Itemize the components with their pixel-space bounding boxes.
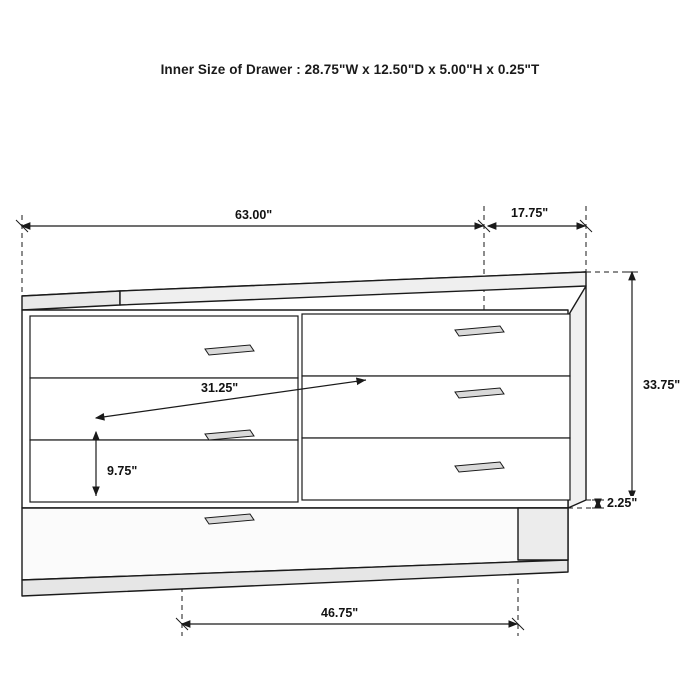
label-depth-side: 17.75" bbox=[508, 206, 551, 220]
drawer-front bbox=[302, 314, 570, 376]
drawer-front bbox=[302, 376, 570, 438]
label-drawer-height-inner: 9.75" bbox=[104, 464, 140, 478]
drawer-front bbox=[30, 440, 298, 502]
label-width-overall: 63.00" bbox=[232, 208, 275, 222]
dresser-top-edge bbox=[22, 291, 120, 310]
label-height-overall: 33.75" bbox=[640, 378, 683, 392]
label-drawer-width-inner: 31.25" bbox=[198, 381, 241, 395]
drawer-front bbox=[30, 316, 298, 378]
label-base-height: 2.25" bbox=[604, 496, 640, 510]
page-title: Inner Size of Drawer : 28.75"W x 12.50"D x 5.00"H x 0.25"T bbox=[160, 62, 540, 77]
dresser-top-edge-right bbox=[120, 272, 586, 305]
dresser-right-side bbox=[568, 286, 586, 508]
drawer-front bbox=[302, 438, 570, 500]
dresser-base-riser bbox=[518, 508, 568, 560]
label-base-width: 46.75" bbox=[318, 606, 361, 620]
